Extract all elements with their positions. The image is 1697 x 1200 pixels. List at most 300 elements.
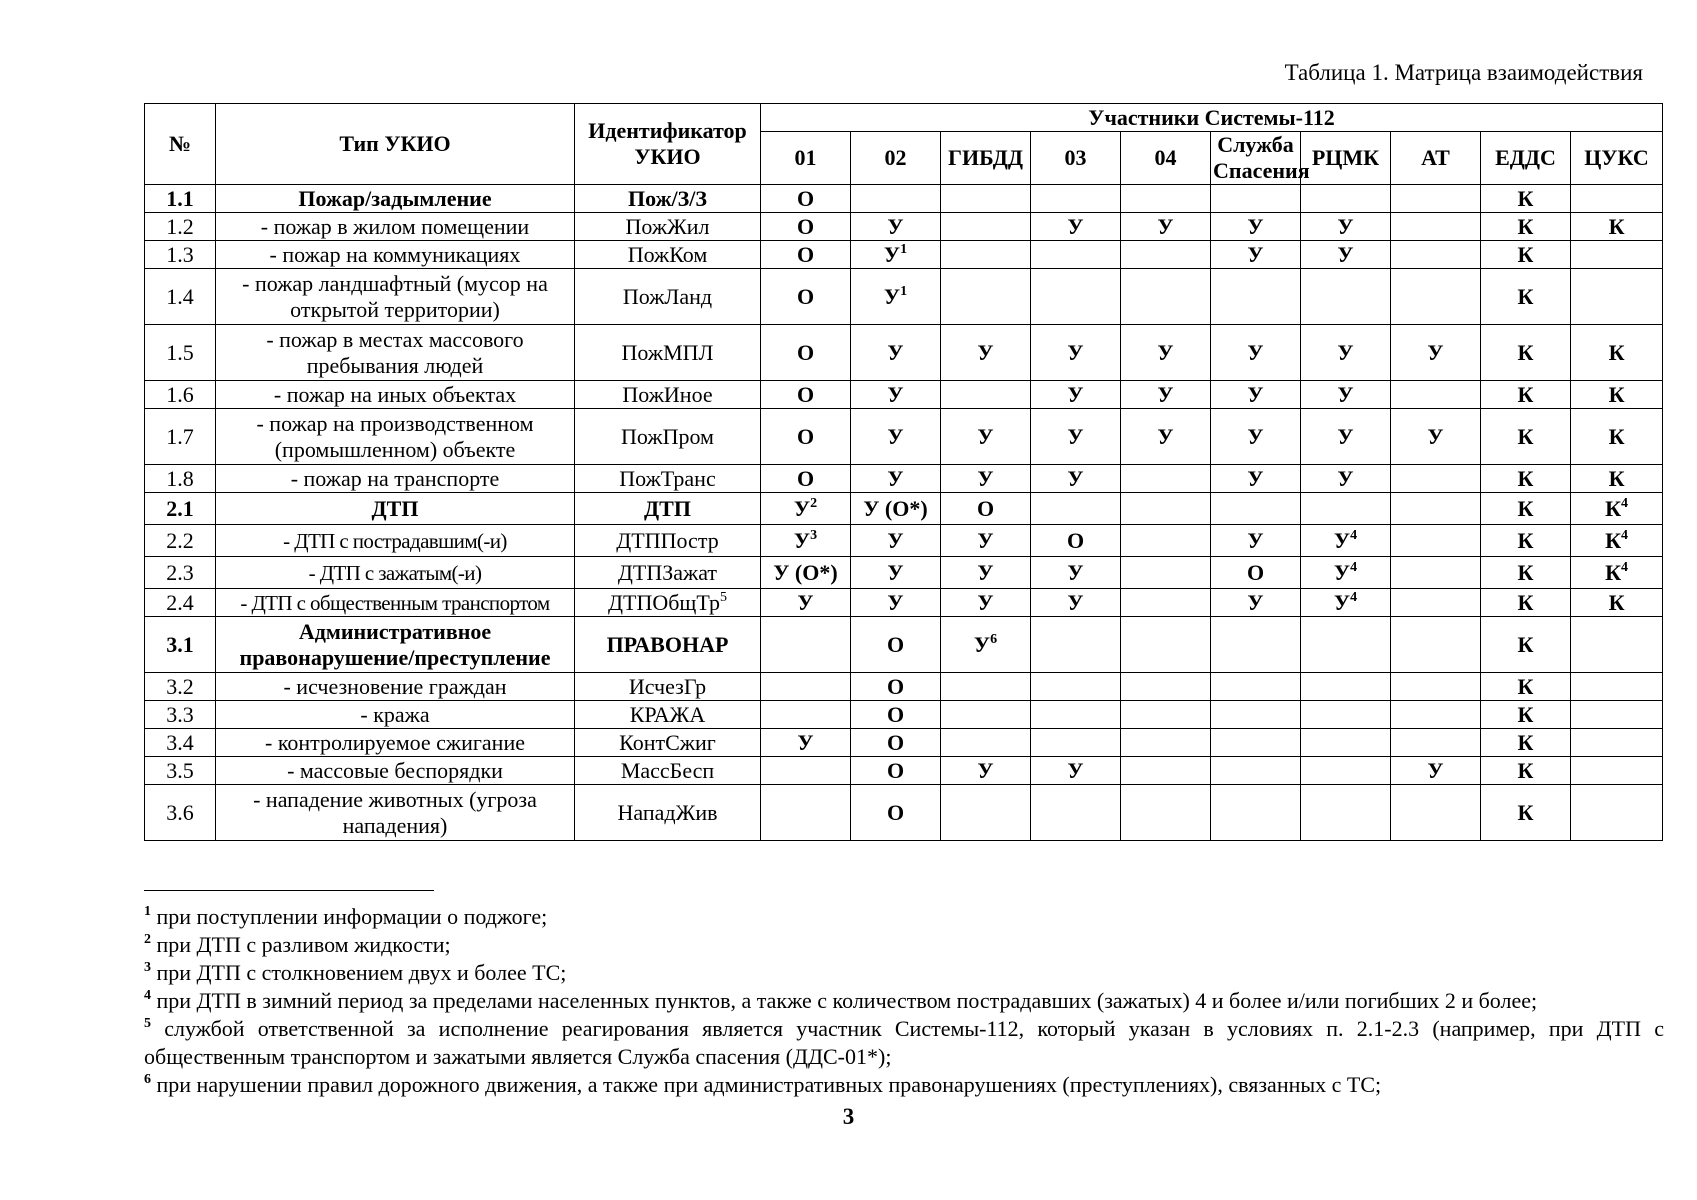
cell-рцмк <box>1301 465 1391 493</box>
table-row <box>145 381 1663 409</box>
cell-value: К <box>1608 465 1625 491</box>
cell-value: У <box>1337 213 1354 239</box>
footnote-ref: 4 <box>1350 559 1358 575</box>
footnotes <box>144 903 1664 1099</box>
row-number: 1.1 <box>145 185 216 213</box>
row-identifier-text: ДТППостр <box>616 527 719 553</box>
cell-04 <box>1121 557 1211 589</box>
table-row <box>145 785 1663 841</box>
footnote-mark: 3 <box>144 960 151 975</box>
cell-01 <box>761 269 851 325</box>
cell-04 <box>1121 673 1211 701</box>
cell-value: У <box>1427 339 1444 365</box>
cell-value: У <box>977 559 994 585</box>
cell-гибдд <box>941 757 1031 785</box>
cell-value: У <box>883 241 901 267</box>
cell-служба-спасения <box>1211 673 1301 701</box>
cell-value: У <box>1333 589 1351 615</box>
cell-value: К <box>1605 495 1622 521</box>
row-identifier-text: Пож/З/З <box>628 185 707 211</box>
cell-03 <box>1031 493 1121 525</box>
cell-ат <box>1391 589 1481 617</box>
cell-value: К <box>1517 283 1534 309</box>
cell-рцмк <box>1301 269 1391 325</box>
footnote-ref: 4 <box>1350 527 1358 543</box>
cell-еддс <box>1481 493 1571 525</box>
cell-ат <box>1391 757 1481 785</box>
table-row <box>145 185 1663 213</box>
cell-value: У <box>977 589 994 615</box>
header-col-0: 01 <box>761 132 851 185</box>
cell-цукс <box>1571 409 1663 465</box>
cell-02 <box>851 589 941 617</box>
row-number: 3.2 <box>145 673 216 701</box>
cell-цукс <box>1571 493 1663 525</box>
cell-рцмк <box>1301 185 1391 213</box>
cell-еддс <box>1481 673 1571 701</box>
cell-рцмк <box>1301 493 1391 525</box>
row-type: - ДТП с зажатым(-и) <box>216 557 575 589</box>
row-type: - пожар в жилом помещении <box>216 213 575 241</box>
cell-04 <box>1121 325 1211 381</box>
cell-04 <box>1121 185 1211 213</box>
row-number: 1.8 <box>145 465 216 493</box>
cell-04 <box>1121 269 1211 325</box>
row-identifier-text: МассБесп <box>620 757 715 783</box>
cell-value: К <box>1517 465 1534 491</box>
cell-гибдд <box>941 493 1031 525</box>
header-col-2: ГИБДД <box>941 132 1031 185</box>
cell-01 <box>761 617 851 673</box>
row-identifier-text: ПРАВОНАР <box>606 631 729 657</box>
footnote-mark: 1 <box>144 904 151 919</box>
cell-еддс <box>1481 409 1571 465</box>
cell-value: У <box>1247 423 1264 449</box>
cell-01 <box>761 673 851 701</box>
cell-03 <box>1031 325 1121 381</box>
cell-value: У <box>887 423 904 449</box>
cell-04 <box>1121 465 1211 493</box>
header-col-9: ЦУКС <box>1571 132 1663 185</box>
cell-еддс <box>1481 525 1571 557</box>
footnote-ref: 4 <box>1621 495 1629 511</box>
cell-01 <box>761 465 851 493</box>
cell-рцмк <box>1301 381 1391 409</box>
cell-value: У <box>1247 589 1264 615</box>
cell-value: У (О*) <box>863 495 928 521</box>
cell-04 <box>1121 493 1211 525</box>
row-identifier <box>575 409 761 465</box>
row-identifier <box>575 325 761 381</box>
row-type: - контролируемое сжигание <box>216 729 575 757</box>
cell-02 <box>851 757 941 785</box>
table-caption: Таблица 1. Матрица взаимодействия <box>1284 60 1643 85</box>
cell-гибдд <box>941 381 1031 409</box>
row-identifier-text: ПожКом <box>627 241 708 267</box>
cell-служба-спасения <box>1211 185 1301 213</box>
footnote-ref: 1 <box>900 241 908 257</box>
cell-служба-спасения <box>1211 757 1301 785</box>
cell-value: У <box>1157 381 1174 407</box>
cell-value: К <box>1517 559 1534 585</box>
cell-гибдд <box>941 409 1031 465</box>
cell-value: О <box>886 757 905 783</box>
cell-04 <box>1121 213 1211 241</box>
cell-04 <box>1121 241 1211 269</box>
cell-01 <box>761 241 851 269</box>
row-identifier <box>575 241 761 269</box>
cell-value: О <box>976 495 995 521</box>
cell-еддс <box>1481 785 1571 841</box>
cell-value: О <box>796 283 815 309</box>
row-identifier <box>575 589 761 617</box>
cell-03 <box>1031 525 1121 557</box>
cell-еддс <box>1481 729 1571 757</box>
footnote <box>144 903 1664 931</box>
cell-value: У <box>1247 527 1264 553</box>
cell-value: К <box>1517 213 1534 239</box>
cell-value: У <box>977 339 994 365</box>
cell-02 <box>851 557 941 589</box>
cell-ат <box>1391 785 1481 841</box>
cell-value: У <box>1067 381 1084 407</box>
table-row <box>145 325 1663 381</box>
cell-цукс <box>1571 701 1663 729</box>
row-identifier <box>575 213 761 241</box>
cell-ат <box>1391 729 1481 757</box>
cell-еддс <box>1481 757 1571 785</box>
cell-value: У <box>1337 241 1354 267</box>
row-type: - пожар на иных объектах <box>216 381 575 409</box>
footnote-ref: 6 <box>990 631 998 647</box>
row-type: - исчезновение граждан <box>216 673 575 701</box>
cell-еддс <box>1481 589 1571 617</box>
row-identifier-text: ИсчезГр <box>628 673 707 699</box>
table-row <box>145 617 1663 673</box>
cell-ат <box>1391 381 1481 409</box>
cell-value: О <box>796 465 815 491</box>
cell-01 <box>761 493 851 525</box>
cell-value: К <box>1605 527 1622 553</box>
cell-цукс <box>1571 673 1663 701</box>
cell-value: О <box>796 381 815 407</box>
cell-04 <box>1121 409 1211 465</box>
cell-01 <box>761 557 851 589</box>
header-col-7: АТ <box>1391 132 1481 185</box>
cell-value: К <box>1517 339 1534 365</box>
cell-value: К <box>1608 339 1625 365</box>
cell-02 <box>851 493 941 525</box>
cell-цукс <box>1571 381 1663 409</box>
row-number: 1.2 <box>145 213 216 241</box>
cell-value: У <box>1427 757 1444 783</box>
cell-value: У <box>1337 423 1354 449</box>
cell-value: О <box>1066 527 1085 553</box>
cell-value: К <box>1517 673 1534 699</box>
cell-гибдд <box>941 325 1031 381</box>
header-participants: Участники Системы-112 <box>761 104 1663 132</box>
footnote-ref: 3 <box>810 527 818 543</box>
cell-value: У <box>1247 213 1264 239</box>
cell-гибдд <box>941 465 1031 493</box>
cell-гибдд <box>941 701 1031 729</box>
table-row <box>145 701 1663 729</box>
footnote-ref: 1 <box>900 283 908 299</box>
footnote <box>144 1015 1664 1071</box>
cell-01 <box>761 757 851 785</box>
cell-еддс <box>1481 213 1571 241</box>
row-identifier-text: ПожИное <box>622 381 713 407</box>
row-number: 1.3 <box>145 241 216 269</box>
cell-01 <box>761 213 851 241</box>
header-col-6: РЦМК <box>1301 132 1391 185</box>
table-row <box>145 241 1663 269</box>
row-identifier <box>575 557 761 589</box>
cell-01 <box>761 701 851 729</box>
cell-value: У <box>887 381 904 407</box>
row-number: 3.3 <box>145 701 216 729</box>
cell-value: У <box>797 589 814 615</box>
row-type: ДТП <box>216 493 575 525</box>
cell-value: К <box>1608 423 1625 449</box>
cell-value: К <box>1517 729 1534 755</box>
cell-value: К <box>1608 213 1625 239</box>
row-number: 3.1 <box>145 617 216 673</box>
cell-02 <box>851 325 941 381</box>
cell-цукс <box>1571 729 1663 757</box>
cell-value: У <box>1247 381 1264 407</box>
row-number: 2.4 <box>145 589 216 617</box>
row-identifier <box>575 701 761 729</box>
cell-value: У <box>887 559 904 585</box>
footnote-text: службой ответственной за исполнение реагирования является участник Системы-112, который указан в условиях п. 2.1-2.3 (например, при ДТП с общественным транспортом и зажатыми является Служба спасения (ДДС-01*); <box>144 1016 1664 1069</box>
cell-03 <box>1031 617 1121 673</box>
row-type: - кража <box>216 701 575 729</box>
cell-03 <box>1031 589 1121 617</box>
cell-03 <box>1031 557 1121 589</box>
cell-03 <box>1031 729 1121 757</box>
cell-гибдд <box>941 525 1031 557</box>
row-number: 3.5 <box>145 757 216 785</box>
cell-value: У <box>793 527 811 553</box>
cell-02 <box>851 785 941 841</box>
footnote-ref: 4 <box>1350 589 1358 605</box>
cell-служба-спасения <box>1211 269 1301 325</box>
row-number: 2.2 <box>145 525 216 557</box>
header-num: № <box>145 104 216 185</box>
cell-value: У <box>883 283 901 309</box>
cell-02 <box>851 701 941 729</box>
cell-рцмк <box>1301 757 1391 785</box>
cell-рцмк <box>1301 729 1391 757</box>
cell-01 <box>761 525 851 557</box>
cell-value: У <box>977 423 994 449</box>
cell-01 <box>761 381 851 409</box>
cell-еддс <box>1481 381 1571 409</box>
cell-рцмк <box>1301 557 1391 589</box>
cell-value: У <box>887 339 904 365</box>
cell-рцмк <box>1301 617 1391 673</box>
cell-value: К <box>1517 495 1534 521</box>
row-identifier <box>575 465 761 493</box>
cell-цукс <box>1571 589 1663 617</box>
row-identifier <box>575 381 761 409</box>
cell-служба-спасения <box>1211 729 1301 757</box>
row-identifier <box>575 729 761 757</box>
row-identifier-text: ДТП <box>644 495 691 521</box>
row-identifier <box>575 785 761 841</box>
cell-02 <box>851 241 941 269</box>
cell-value: О <box>886 799 905 825</box>
cell-02 <box>851 185 941 213</box>
cell-04 <box>1121 381 1211 409</box>
cell-value: К <box>1517 757 1534 783</box>
header-col-1: 02 <box>851 132 941 185</box>
cell-цукс <box>1571 213 1663 241</box>
cell-служба-спасения <box>1211 381 1301 409</box>
row-identifier <box>575 493 761 525</box>
cell-value: У <box>1157 213 1174 239</box>
cell-цукс <box>1571 241 1663 269</box>
cell-value: У <box>793 495 811 521</box>
header-ident-line2: УКИО <box>634 144 701 169</box>
row-number: 2.3 <box>145 557 216 589</box>
cell-value: У <box>1067 559 1084 585</box>
cell-цукс <box>1571 557 1663 589</box>
cell-03 <box>1031 673 1121 701</box>
table-row <box>145 269 1663 325</box>
footnote <box>144 931 1664 959</box>
cell-value: О <box>886 631 905 657</box>
cell-value: К <box>1517 589 1534 615</box>
cell-03 <box>1031 701 1121 729</box>
cell-служба-спасения <box>1211 325 1301 381</box>
header-type: Тип УКИО <box>216 104 575 185</box>
cell-03 <box>1031 757 1121 785</box>
cell-ат <box>1391 409 1481 465</box>
table-row <box>145 525 1663 557</box>
header-col-5: Служба Спасения <box>1211 132 1301 185</box>
cell-value: У <box>977 465 994 491</box>
cell-04 <box>1121 785 1211 841</box>
row-number: 1.6 <box>145 381 216 409</box>
cell-ат <box>1391 241 1481 269</box>
row-identifier-text: КРАЖА <box>629 701 706 727</box>
cell-служба-спасения <box>1211 409 1301 465</box>
cell-value: У <box>887 589 904 615</box>
footnote-ref: 2 <box>810 495 818 511</box>
cell-гибдд <box>941 185 1031 213</box>
row-type: - пожар в местах массового пребывания людей <box>216 325 575 381</box>
cell-02 <box>851 465 941 493</box>
table-row <box>145 213 1663 241</box>
cell-еддс <box>1481 465 1571 493</box>
row-identifier-text: ПожЖил <box>625 213 710 239</box>
cell-гибдд <box>941 557 1031 589</box>
cell-value: У <box>887 213 904 239</box>
footnote <box>144 959 1664 987</box>
cell-value: К <box>1517 631 1534 657</box>
row-identifier-text: ДТПЗажат <box>617 559 718 585</box>
cell-value: К <box>1517 381 1534 407</box>
row-identifier-text: ПожТранс <box>619 465 716 491</box>
cell-value: К <box>1517 241 1534 267</box>
footnote-text: при ДТП в зимний период за пределами населенных пунктов, а также с количеством пострадавших (зажатых) 4 и более и/или погибших 2 и более; <box>151 988 1538 1013</box>
row-number: 1.4 <box>145 269 216 325</box>
header-ident-line1: Идентификатор <box>588 118 747 143</box>
cell-гибдд <box>941 589 1031 617</box>
row-number: 1.5 <box>145 325 216 381</box>
cell-04 <box>1121 729 1211 757</box>
cell-value: О <box>886 701 905 727</box>
table-row <box>145 557 1663 589</box>
cell-рцмк <box>1301 525 1391 557</box>
cell-гибдд <box>941 213 1031 241</box>
cell-value: К <box>1517 701 1534 727</box>
cell-value: У <box>1333 527 1351 553</box>
row-type: - пожар на транспорте <box>216 465 575 493</box>
cell-рцмк <box>1301 589 1391 617</box>
footnote-text: при ДТП с столкновением двух и более ТС; <box>151 960 567 985</box>
cell-гибдд <box>941 729 1031 757</box>
cell-цукс <box>1571 465 1663 493</box>
cell-value: У <box>1333 559 1351 585</box>
cell-еддс <box>1481 701 1571 729</box>
row-type: - пожар ландшафтный (мусор на открытой территории) <box>216 269 575 325</box>
table-row <box>145 493 1663 525</box>
cell-ат <box>1391 701 1481 729</box>
cell-01 <box>761 589 851 617</box>
cell-value: У <box>1067 757 1084 783</box>
cell-служба-спасения <box>1211 241 1301 269</box>
cell-value: О <box>886 673 905 699</box>
cell-value: У <box>887 527 904 553</box>
cell-служба-спасения <box>1211 213 1301 241</box>
page-number: 3 <box>842 1104 855 1129</box>
cell-цукс <box>1571 185 1663 213</box>
cell-04 <box>1121 617 1211 673</box>
cell-03 <box>1031 213 1121 241</box>
cell-ат <box>1391 617 1481 673</box>
cell-value: У <box>973 631 991 657</box>
row-type: - массовые беспорядки <box>216 757 575 785</box>
cell-04 <box>1121 525 1211 557</box>
cell-02 <box>851 409 941 465</box>
cell-value: К <box>1517 185 1534 211</box>
footnote-text: при нарушении правил дорожного движения, а также при административных правонарушениях (преступлениях), связанных с ТС; <box>151 1072 1382 1097</box>
row-identifier-text: ПожМПЛ <box>621 339 714 365</box>
cell-value: О <box>796 213 815 239</box>
cell-служба-спасения <box>1211 525 1301 557</box>
row-identifier <box>575 269 761 325</box>
cell-цукс <box>1571 785 1663 841</box>
header-col-3: 03 <box>1031 132 1121 185</box>
interaction-matrix-table <box>144 103 1663 841</box>
footnote-ref: 4 <box>1621 527 1629 543</box>
cell-value: У <box>1157 423 1174 449</box>
cell-value: У (О*) <box>773 559 838 585</box>
cell-ат <box>1391 325 1481 381</box>
cell-рцмк <box>1301 325 1391 381</box>
cell-цукс <box>1571 757 1663 785</box>
header-col-8: ЕДДС <box>1481 132 1571 185</box>
cell-служба-спасения <box>1211 493 1301 525</box>
cell-value: У <box>797 729 814 755</box>
cell-цукс <box>1571 269 1663 325</box>
cell-value: К <box>1517 423 1534 449</box>
cell-01 <box>761 325 851 381</box>
cell-ат <box>1391 525 1481 557</box>
